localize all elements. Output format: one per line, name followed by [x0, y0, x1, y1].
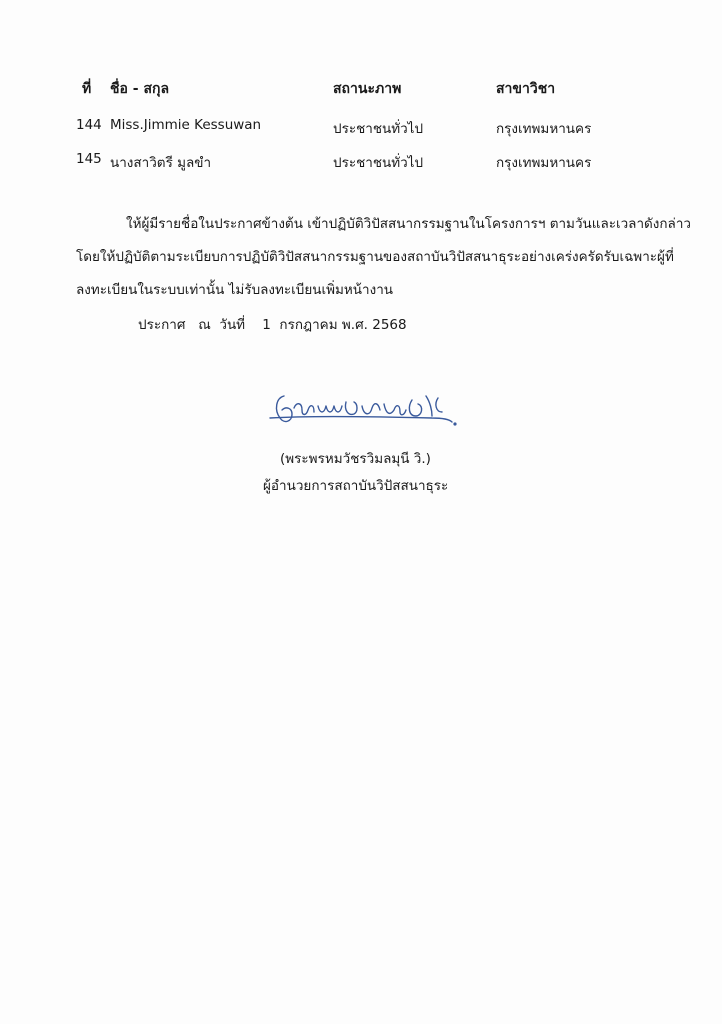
- paragraph-line-2: โดยให้ปฏิบัติตามระเบียบการปฏิบัติวิปัสสนากรรมฐานของสถาบันวิปัสสนาธุระอย่างเคร่งครัดรับเฉพาะผู้ที่: [76, 249, 674, 265]
- header-status: สถานะภาพ: [333, 81, 402, 97]
- row-1-province: กรุงเทพมหานคร: [496, 121, 592, 137]
- row-2-status: ประชาชนทั่วไป: [333, 155, 424, 171]
- signer-title: ผู้อำนวยการสถาบันวิปัสสนาธุระ: [263, 478, 449, 494]
- header-name: ชื่อ - สกุล: [110, 81, 170, 97]
- row-2-no: 145: [76, 151, 102, 167]
- header-no: ที่: [82, 81, 92, 97]
- header-province: สาขาวิชา: [496, 81, 556, 97]
- paragraph-line-1: ให้ผู้มีรายชื่อในประกาศข้างต้น เข้าปฏิบัติวิปัสสนากรรมฐานในโครงการฯ ตามวันและเวลาดังกล่าว: [126, 216, 691, 232]
- signer-name: (พระพรหมวัชรวิมลมุนี วิ.): [280, 451, 431, 467]
- announcement-date: ประกาศ ณ วันที่ 1 กรกฎาคม พ.ศ. 2568: [138, 317, 407, 333]
- row-1-no: 144: [76, 117, 102, 133]
- paragraph-line-3: ลงทะเบียนในระบบเท่านั้น ไม่รับลงทะเบียนเพิ่มหน้างาน: [76, 282, 394, 298]
- row-2-province: กรุงเทพมหานคร: [496, 155, 592, 171]
- row-1-status: ประชาชนทั่วไป: [333, 121, 424, 137]
- row-2-name: นางสาวิตรี มูลขำ: [110, 155, 212, 171]
- handwritten-signature: [262, 388, 462, 436]
- row-1-name: Miss.Jimmie Kessuwan: [110, 117, 262, 133]
- instruction-paragraph: [76, 208, 691, 307]
